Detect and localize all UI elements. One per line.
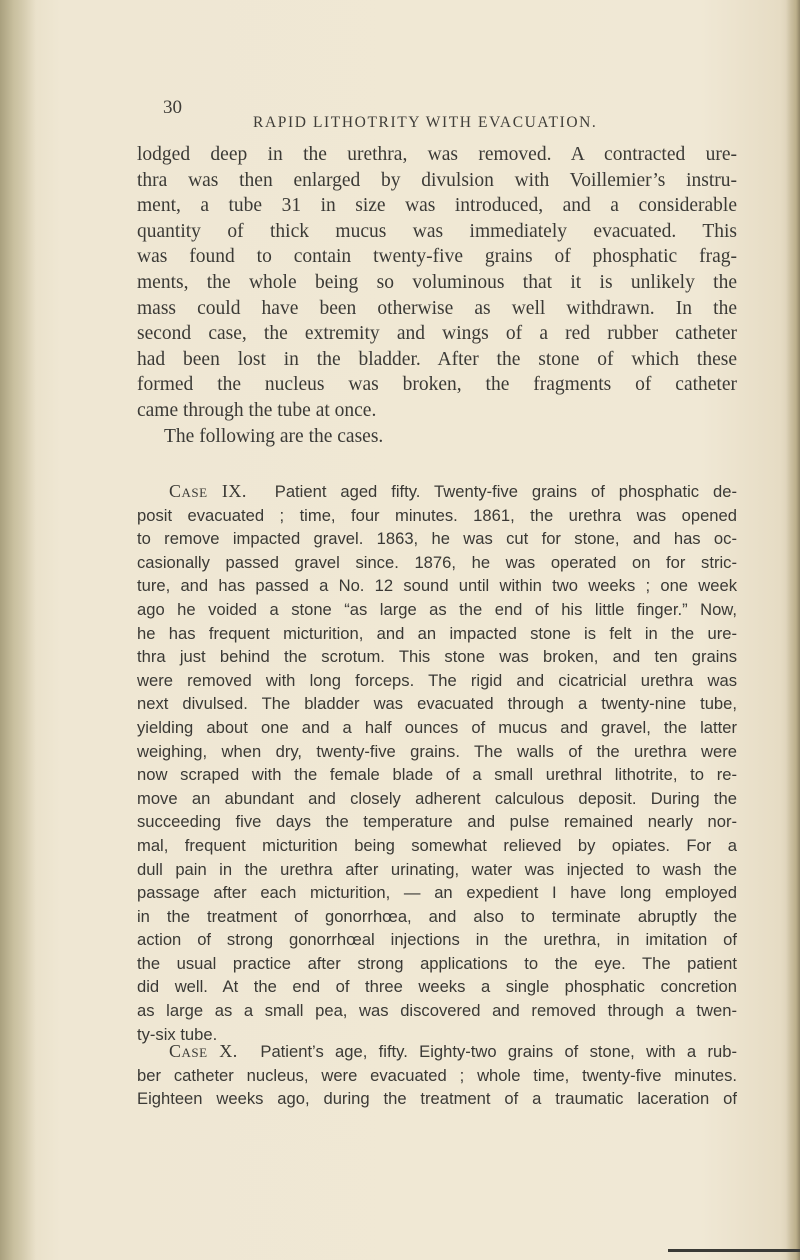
case-line: mal, frequent micturition being somewhat relieved by opiates. For a — [137, 835, 737, 855]
intro-line: ment, a tube 31 in size was introduced, and a considerable — [137, 195, 737, 217]
spine-shadow — [0, 0, 36, 1260]
intro-line: ments, the whole being so voluminous that it is unlikely the — [137, 271, 737, 293]
intro-line: quantity of thick mucus was immediately evacuated. This — [137, 220, 737, 242]
page-header — [163, 97, 683, 131]
case-line: next divulsed. The bladder was evacuated through a twenty-nine tube, — [137, 694, 737, 714]
case-line: ber catheter nucleus, were evacuated ; whole time, twenty-five minutes. — [137, 1065, 737, 1085]
case-line: passage after each micturition, — an expedient I have long employed — [137, 883, 737, 903]
intro-line: was found to contain twenty-five grains of phosphatic frag- — [137, 246, 737, 268]
case-line-text: Patient’s age, fifty. Eighty-two grains of stone, with a rub- — [260, 1042, 737, 1061]
case-line: ago he voided a stone “as large as the end of his little finger.” Now, — [137, 599, 737, 619]
page-edge — [786, 0, 800, 1260]
case-line: ture, and has passed a No. 12 sound until within two weeks ; one week — [137, 576, 737, 596]
case-line: Eighteen weeks ago, during the treatment of a traumatic laceration of — [137, 1089, 737, 1109]
case-line: casionally passed gravel since. 1876, he was operated on for stric- — [137, 552, 737, 572]
bottom-rule — [668, 1249, 800, 1252]
case-line: weighing, when dry, twenty-five grains. The walls of the urethra were — [137, 741, 737, 761]
case-line: were removed with long forceps. The rigid and cicatricial urethra was — [137, 670, 737, 690]
case-line: yielding about one and a half ounces of mucus and gravel, the latter — [137, 717, 737, 737]
case-line: action of strong gonorrhœal injections in the urethra, in imitation of — [137, 930, 737, 950]
intro-line: The following are the cases. — [164, 425, 384, 447]
case-ix — [137, 480, 737, 1046]
case-line: ty-six tube. — [137, 1024, 218, 1044]
case-line — [137, 480, 737, 504]
case-line: the usual practice after strong applications to the eye. The patient — [137, 953, 737, 973]
intro-line: formed the nucleus was broken, the fragments of catheter — [137, 374, 737, 396]
case-line: posit evacuated ; time, four minutes. 1861, the urethra was opened — [137, 505, 737, 525]
case-heading: Case IX. — [169, 481, 247, 501]
case-line — [137, 1040, 737, 1064]
case-line: now scraped with the female blade of a small urethral lithotrite, to re- — [137, 765, 737, 785]
intro-line: lodged deep in the urethra, was removed. A contracted ure- — [137, 144, 737, 165]
case-x — [137, 1040, 737, 1111]
case-line: move an abundant and closely adherent calculous deposit. During the — [137, 788, 737, 808]
page-number: 30 — [163, 97, 182, 118]
case-line: in the treatment of gonorrhœa, and also to terminate abruptly the — [137, 906, 737, 926]
intro-line: thra was then enlarged by divulsion with Voillemier’s instru- — [137, 169, 737, 191]
intro-line: had been lost in the bladder. After the stone of which these — [137, 348, 737, 370]
case-line-text: Patient aged fifty. Twenty-five grains of phosphatic de- — [274, 482, 737, 501]
case-line: dull pain in the urethra after urinating, water was injected to wash the — [137, 859, 737, 879]
case-line: succeeding five days the temperature and pulse remained nearly nor- — [137, 812, 737, 832]
running-head: RAPID LITHOTRITY WITH EVACUATION. — [253, 114, 598, 131]
case-line: as large as a small pea, was discovered and removed through a twen- — [137, 1001, 737, 1021]
intro-line: second case, the extremity and wings of a red rubber catheter — [137, 323, 737, 345]
case-line: he has frequent micturition, and an impacted stone is felt in the ure- — [137, 623, 737, 643]
case-line: did well. At the end of three weeks a single phosphatic concretion — [137, 977, 737, 997]
case-line: to remove impacted gravel. 1863, he was cut for stone, and has oc- — [137, 529, 737, 549]
case-heading: Case X. — [169, 1041, 238, 1061]
intro-paragraph — [137, 142, 737, 449]
case-line: thra just behind the scrotum. This stone was broken, and ten grains — [137, 647, 737, 667]
intro-line: mass could have been otherwise as well withdrawn. In the — [137, 297, 737, 319]
intro-line: came through the tube at once. — [137, 399, 377, 421]
